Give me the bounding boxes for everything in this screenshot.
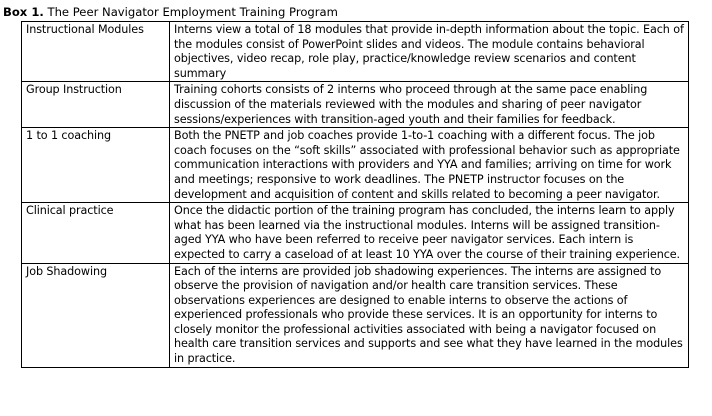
table-row xyxy=(22,82,689,128)
table-row xyxy=(22,203,689,263)
row-description: Interns view a total of 18 modules that provide in-depth information about the topic. Each of the modules consist of PowerPoint slides and videos. The module contains behavioral objectives, video recap, role play, practice/knowledge review scenarios and content summary xyxy=(170,22,689,82)
row-label: Job Shadowing xyxy=(22,263,170,367)
box-number: Box 1. xyxy=(3,5,44,19)
row-description: Training cohorts consists of 2 interns who proceed through at the same pace enabling discussion of the materials reviewed with the modules and sharing of peer navigator sessions/experiences with transition-aged youth and their families for feedback. xyxy=(170,82,689,128)
row-description: Each of the interns are provided job shadowing experiences. The interns are assigned to observe the provision of navigation and/or health care transition services. These observations experiences are designed to enable interns to observe the actions of experienced professionals who provide these services. It is an opportunity for interns to closely monitor the professional activities associated with being a navigator focused on health care transition services and supports and see what they have learned in the modules in practice. xyxy=(170,263,689,367)
training-program-table xyxy=(21,21,689,368)
table-row xyxy=(22,128,689,203)
box-title: The Peer Navigator Employment Training Program xyxy=(47,5,338,19)
row-label: Group Instruction xyxy=(22,82,170,128)
row-description: Once the didactic portion of the training program has concluded, the interns learn to apply what has been learned via the instructional modules. Interns will be assigned transition-aged YYA who have been referred to receive peer navigator services. Each intern is expected to carry a caseload of at least 10 YYA over the course of their training experience. xyxy=(170,203,689,263)
box-caption xyxy=(3,6,338,19)
table-row xyxy=(22,22,689,82)
row-description: Both the PNETP and job coaches provide 1-to-1 coaching with a different focus. The job coach focuses on the “soft skills” associated with professional behavior such as appropriate communication interactions with providers and YYA and families; arriving on time for work and meetings; responsive to work deadlines. The PNETP instructor focuses on the development and acquisition of content and skills related to becoming a peer navigator. xyxy=(170,128,689,203)
row-label: Clinical practice xyxy=(22,203,170,263)
row-label: 1 to 1 coaching xyxy=(22,128,170,203)
table-row xyxy=(22,263,689,367)
row-label: Instructional Modules xyxy=(22,22,170,82)
